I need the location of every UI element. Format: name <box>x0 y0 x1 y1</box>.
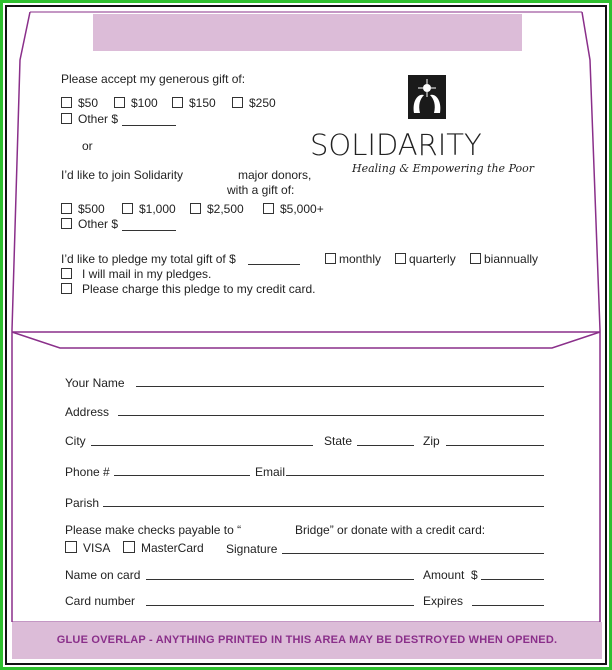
checkbox[interactable] <box>61 113 72 124</box>
checkbox[interactable] <box>122 203 133 214</box>
amount-dollar: $ <box>471 568 478 582</box>
checkbox[interactable] <box>172 97 183 108</box>
address-label: Address <box>65 405 110 419</box>
signature-label: Signature <box>226 542 278 556</box>
freq-monthly[interactable]: monthly <box>325 252 381 266</box>
card-number-label: Card number <box>65 594 136 608</box>
major-option-2500[interactable]: $2,500 <box>190 202 244 216</box>
checkbox[interactable] <box>470 253 481 264</box>
address-line[interactable] <box>118 415 544 416</box>
major-option-500[interactable]: $500 <box>61 202 105 216</box>
gift-prompt: Please accept my generous gift of: <box>61 72 246 86</box>
join-major-text: major donors, <box>238 168 312 182</box>
major-option-1000[interactable]: $1,000 <box>122 202 176 216</box>
logo-wordmark: SOLIDARITY <box>310 128 482 162</box>
expires-line[interactable] <box>472 605 544 606</box>
pledge-label: I’d like to pledge my total gift of $ <box>61 252 236 266</box>
phone-label: Phone # <box>65 465 110 479</box>
glue-overlap-note: GLUE OVERLAP - ANYTHING PRINTED IN THIS AREA MAY BE DESTROYED WHEN OPENED. <box>56 634 558 646</box>
freq-quarterly[interactable]: quarterly <box>395 252 456 266</box>
checkbox[interactable] <box>325 253 336 264</box>
visa-option[interactable]: VISA <box>65 541 110 555</box>
gift-option-100[interactable]: $100 <box>114 96 158 110</box>
charge-pledge-option[interactable]: Please charge this pledge to my credit card. <box>61 282 315 296</box>
or-label: or <box>82 139 93 153</box>
checks-payable-text-cont: Bridge” or donate with a credit card: <box>295 523 486 537</box>
mail-pledges-option[interactable]: I will mail in my pledges. <box>61 267 211 281</box>
state-label: State <box>324 434 353 448</box>
gift-option-250[interactable]: $250 <box>232 96 276 110</box>
your-name-line[interactable] <box>136 386 544 387</box>
pledge-amount-line[interactable] <box>248 264 300 265</box>
solidarity-logo-icon <box>408 75 446 119</box>
amount-line[interactable] <box>481 579 544 580</box>
expires-label: Expires <box>423 594 464 608</box>
email-label: Email <box>255 465 286 479</box>
phone-line[interactable] <box>114 475 250 476</box>
checkbox[interactable] <box>61 283 72 294</box>
freq-biannually[interactable]: biannually <box>470 252 538 266</box>
parish-line[interactable] <box>103 506 544 507</box>
state-line[interactable] <box>357 445 414 446</box>
gift-option-150[interactable]: $150 <box>172 96 216 110</box>
checkbox[interactable] <box>190 203 201 214</box>
parish-label: Parish <box>65 496 100 510</box>
checkbox[interactable] <box>61 218 72 229</box>
card-number-line[interactable] <box>146 605 414 606</box>
checkbox[interactable] <box>65 541 77 553</box>
major-option-5000[interactable]: $5,000+ <box>263 202 324 216</box>
checkbox[interactable] <box>395 253 406 264</box>
other-amount-line[interactable] <box>122 125 176 126</box>
checkbox[interactable] <box>263 203 274 214</box>
checks-payable-text: Please make checks payable to “ <box>65 523 242 537</box>
checkbox[interactable] <box>61 268 72 279</box>
major-option-other[interactable]: Other $ <box>61 217 118 231</box>
checkbox[interactable] <box>114 97 125 108</box>
join-gift-text: with a gift of: <box>227 183 295 197</box>
zip-line[interactable] <box>446 445 544 446</box>
checkbox[interactable] <box>61 203 72 214</box>
mastercard-option[interactable]: MasterCard <box>123 541 204 555</box>
checkbox[interactable] <box>232 97 243 108</box>
checkbox[interactable] <box>61 97 72 108</box>
signature-line[interactable] <box>282 553 544 554</box>
zip-label: Zip <box>423 434 440 448</box>
gift-option-other[interactable]: Other $ <box>61 112 118 126</box>
logo-tagline: Healing & Empowering the Poor <box>352 162 535 175</box>
city-label: City <box>65 434 86 448</box>
city-line[interactable] <box>91 445 313 446</box>
gift-option-50[interactable]: $50 <box>61 96 98 110</box>
name-on-card-line[interactable] <box>146 579 414 580</box>
name-on-card-label: Name on card <box>65 568 141 582</box>
header-color-bar <box>93 14 522 51</box>
checkbox[interactable] <box>123 541 135 553</box>
your-name-label: Your Name <box>65 376 125 390</box>
other-major-amount-line[interactable] <box>122 230 176 231</box>
join-text: I’d like to join Solidarity <box>61 168 184 182</box>
email-line[interactable] <box>286 475 544 476</box>
amount-label: Amount <box>423 568 465 582</box>
